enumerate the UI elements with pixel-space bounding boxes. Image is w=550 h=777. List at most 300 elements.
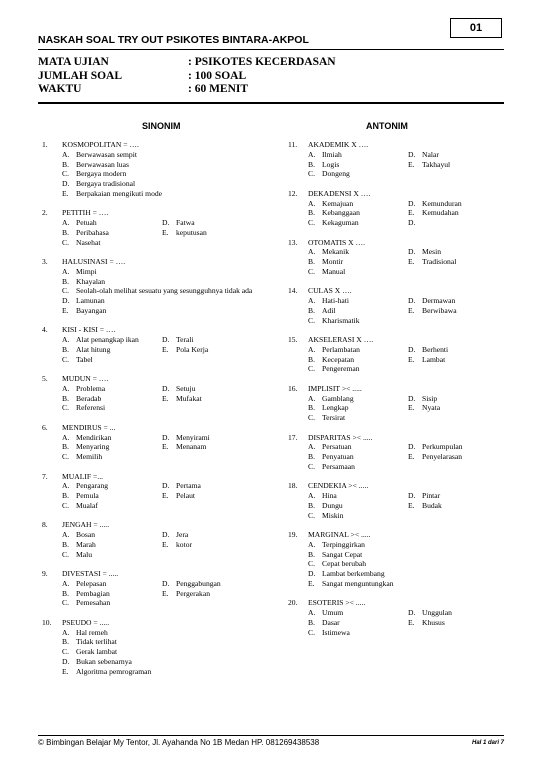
answer-option bbox=[62, 355, 162, 365]
question-number: 10. bbox=[42, 617, 52, 627]
option-letter: B. bbox=[62, 227, 69, 237]
answer-option bbox=[308, 355, 408, 365]
option-letter: C. bbox=[308, 627, 315, 637]
question-stem bbox=[288, 189, 508, 199]
option-text: Beradab bbox=[76, 393, 102, 403]
option-letter: C. bbox=[308, 266, 315, 276]
question-stem bbox=[288, 384, 508, 394]
question-item bbox=[288, 189, 508, 228]
question-number: 7. bbox=[42, 471, 48, 481]
option-list bbox=[288, 199, 508, 228]
question-number: 11. bbox=[288, 140, 298, 149]
question-stem bbox=[42, 472, 262, 482]
answer-option bbox=[408, 306, 508, 316]
question-stem bbox=[288, 481, 508, 491]
option-letter: A. bbox=[62, 218, 70, 227]
option-text: Pemesahan bbox=[76, 598, 111, 608]
question-text: MENDIRUS = ... bbox=[62, 422, 116, 432]
option-letter: D. bbox=[408, 218, 416, 227]
question-stem bbox=[288, 286, 508, 296]
option-text: Petuah bbox=[76, 218, 97, 227]
question-item bbox=[42, 472, 262, 511]
question-stem bbox=[42, 374, 262, 384]
page-number-box: 01 bbox=[450, 18, 502, 38]
option-letter: D. bbox=[162, 530, 170, 539]
option-text: Penyatuan bbox=[322, 452, 354, 461]
answer-option bbox=[162, 433, 262, 443]
option-letter: E. bbox=[308, 578, 315, 588]
option-letter: E. bbox=[162, 393, 169, 403]
option-text: Mendirikan bbox=[76, 432, 112, 442]
question-text: JENGAH = ..... bbox=[62, 520, 110, 530]
answer-option bbox=[62, 150, 262, 160]
answer-option bbox=[408, 403, 508, 413]
question-item bbox=[288, 335, 508, 374]
option-letter: C. bbox=[62, 286, 69, 296]
footer-text: © Bimbingan Belajar My Tentor, Jl. Ayahanda No 1B Medan HP. 081269438538 bbox=[38, 738, 320, 747]
option-list bbox=[288, 247, 508, 276]
answer-option bbox=[408, 218, 508, 228]
answer-option bbox=[62, 433, 162, 443]
option-letter: E. bbox=[162, 442, 169, 452]
option-letter: A. bbox=[62, 627, 70, 637]
section-title-sinonim: SINONIM bbox=[142, 121, 181, 131]
answer-option bbox=[308, 618, 408, 628]
option-text: Khusus bbox=[422, 617, 445, 627]
option-list bbox=[42, 628, 262, 677]
answer-option bbox=[408, 247, 508, 257]
option-letter: C. bbox=[308, 315, 315, 325]
answer-option bbox=[62, 481, 162, 491]
option-text: Dungu bbox=[322, 500, 343, 510]
option-text: Miskin bbox=[322, 510, 344, 520]
option-letter: B. bbox=[62, 276, 69, 286]
option-text: Fatwa bbox=[176, 218, 195, 227]
option-text: Nasehat bbox=[76, 237, 101, 247]
option-letter: A. bbox=[308, 198, 316, 208]
option-letter: C. bbox=[308, 461, 315, 471]
answer-option bbox=[308, 257, 408, 267]
answer-option bbox=[308, 364, 408, 374]
option-letter: D. bbox=[408, 393, 416, 403]
option-letter: A. bbox=[62, 383, 70, 393]
option-text: Persatuan bbox=[322, 442, 352, 452]
question-text: PSEUDO = ..... bbox=[62, 617, 110, 627]
answer-option bbox=[308, 247, 408, 257]
answer-option bbox=[308, 296, 408, 306]
option-text: Logis bbox=[322, 159, 340, 169]
header-divider bbox=[38, 102, 504, 104]
question-item bbox=[42, 618, 262, 677]
answer-option bbox=[62, 403, 162, 413]
document-title: NASKAH SOAL TRY OUT PSIKOTES BINTARA-AKPOL bbox=[38, 34, 309, 46]
answer-option bbox=[408, 394, 508, 404]
question-number: 16. bbox=[288, 383, 298, 393]
exam-info-label: WAKTU bbox=[38, 83, 82, 95]
option-list bbox=[288, 491, 508, 520]
answer-option bbox=[408, 618, 508, 628]
answer-option bbox=[62, 501, 162, 511]
question-stem bbox=[288, 598, 508, 608]
answer-option bbox=[62, 491, 162, 501]
option-letter: D. bbox=[408, 247, 416, 257]
option-text: Menyirami bbox=[176, 432, 210, 442]
answer-option bbox=[62, 189, 262, 199]
question-stem bbox=[288, 140, 508, 150]
option-text: Budak bbox=[422, 500, 442, 510]
answer-option bbox=[62, 228, 162, 238]
option-text: Terali bbox=[176, 335, 194, 344]
option-text: Bukan sebenarnya bbox=[76, 656, 132, 666]
question-number: 13. bbox=[288, 237, 298, 247]
option-text: Kekaguman bbox=[322, 218, 359, 227]
question-text: PETITIH = …. bbox=[62, 208, 109, 218]
option-letter: E. bbox=[408, 354, 415, 364]
option-text: Kemudahan bbox=[422, 208, 459, 218]
option-list bbox=[42, 335, 262, 364]
option-letter: C. bbox=[308, 510, 315, 520]
question-text: DISPARITAS >< ..... bbox=[308, 432, 373, 442]
answer-option bbox=[308, 199, 408, 209]
option-letter: D. bbox=[62, 656, 70, 666]
option-text: Lengkap bbox=[322, 403, 349, 413]
option-text: Bergaya modern bbox=[76, 169, 127, 179]
answer-option bbox=[408, 199, 508, 209]
option-letter: E. bbox=[162, 344, 169, 354]
answer-option bbox=[308, 491, 408, 501]
option-text: Kemunduran bbox=[422, 198, 462, 208]
answer-option bbox=[308, 403, 408, 413]
answer-option bbox=[308, 218, 408, 228]
option-letter: D. bbox=[408, 149, 416, 159]
answer-option bbox=[62, 296, 262, 306]
question-text: AKSELERASI X …. bbox=[308, 335, 374, 344]
option-text: Mekanik bbox=[322, 247, 349, 257]
question-item bbox=[42, 569, 262, 608]
answer-option bbox=[308, 306, 408, 316]
option-letter: B. bbox=[308, 208, 315, 218]
option-letter: E. bbox=[408, 257, 415, 266]
answer-option bbox=[62, 647, 262, 657]
option-text: Malu bbox=[76, 549, 93, 559]
option-letter: B. bbox=[62, 588, 69, 598]
option-text: Pelaut bbox=[176, 491, 195, 500]
option-text: Bosan bbox=[76, 530, 95, 539]
option-text: Tidak terlihat bbox=[76, 637, 117, 647]
option-letter: C. bbox=[308, 169, 315, 179]
answer-option bbox=[62, 637, 262, 647]
option-letter: D. bbox=[408, 442, 416, 452]
option-text: Memilih bbox=[76, 452, 103, 461]
option-letter: A. bbox=[62, 530, 70, 539]
option-list bbox=[42, 481, 262, 510]
question-text: MUDUN = …. bbox=[62, 374, 109, 383]
option-letter: D. bbox=[62, 296, 70, 305]
answer-option bbox=[308, 550, 508, 560]
question-text: ESOTERIS >< ..... bbox=[308, 598, 366, 608]
option-letter: B. bbox=[308, 617, 315, 627]
option-text: Alat hitung bbox=[76, 344, 111, 354]
option-list bbox=[288, 345, 508, 374]
exam-info-label: MATA UJIAN bbox=[38, 56, 109, 68]
answer-option bbox=[308, 608, 408, 618]
option-letter: D. bbox=[408, 608, 416, 617]
question-item bbox=[288, 433, 508, 472]
answer-option bbox=[62, 179, 262, 189]
option-text: Seolah-olah melihat sesuatu yang sesungguhnya tidak ada bbox=[76, 286, 253, 296]
question-stem bbox=[42, 423, 262, 433]
option-letter: D. bbox=[408, 296, 416, 305]
question-item bbox=[288, 286, 508, 325]
option-letter: C. bbox=[62, 169, 69, 179]
option-text: Istimewa bbox=[322, 627, 350, 637]
option-text: Adil bbox=[322, 305, 336, 315]
option-letter: C. bbox=[62, 354, 69, 364]
option-text: Persamaan bbox=[322, 461, 355, 471]
option-letter: C. bbox=[62, 237, 69, 247]
option-letter: D. bbox=[62, 179, 70, 188]
answer-option bbox=[62, 277, 262, 287]
answer-option bbox=[308, 316, 408, 326]
question-text: HALUSINASI = …. bbox=[62, 257, 126, 266]
question-number: 14. bbox=[288, 286, 298, 296]
answer-option bbox=[62, 218, 162, 228]
option-letter: B. bbox=[62, 442, 69, 452]
option-list bbox=[288, 608, 508, 637]
option-letter: B. bbox=[308, 305, 315, 315]
question-text: KOSMOPOLITAN = …. bbox=[62, 140, 139, 149]
question-text: CULAS X …. bbox=[308, 286, 352, 296]
exam-info-label: JUMLAH SOAL bbox=[38, 69, 123, 82]
answer-option bbox=[62, 540, 162, 550]
question-text: MUALIF =... bbox=[62, 471, 103, 481]
option-letter: D. bbox=[408, 344, 416, 354]
question-item bbox=[42, 325, 262, 364]
question-text: CENDEKIA >< ..... bbox=[308, 481, 369, 491]
option-text: kotor bbox=[176, 539, 193, 549]
question-stem bbox=[42, 569, 262, 579]
answer-option bbox=[162, 335, 262, 345]
answer-option bbox=[62, 589, 162, 599]
option-letter: C. bbox=[62, 403, 69, 413]
answer-option bbox=[162, 218, 262, 228]
option-text: Kharismatik bbox=[322, 315, 360, 325]
answer-option bbox=[408, 452, 508, 462]
answer-option bbox=[308, 511, 408, 521]
option-text: Pintar bbox=[422, 491, 441, 500]
question-item bbox=[288, 598, 508, 637]
option-text: Pemula bbox=[76, 491, 99, 500]
option-text: Mesin bbox=[422, 247, 441, 257]
question-item bbox=[42, 374, 262, 413]
question-number: 20. bbox=[288, 598, 298, 608]
option-letter: B. bbox=[308, 354, 315, 364]
option-letter: E. bbox=[62, 666, 69, 676]
question-number: 5. bbox=[42, 374, 48, 383]
answer-option bbox=[308, 267, 408, 277]
option-letter: B. bbox=[62, 637, 69, 647]
question-number: 9. bbox=[42, 569, 48, 578]
question-number: 2. bbox=[42, 208, 48, 218]
option-letter: B. bbox=[62, 491, 69, 500]
answer-option bbox=[308, 442, 408, 452]
answer-option bbox=[162, 579, 262, 589]
option-text: Lamunan bbox=[76, 296, 105, 305]
option-letter: E. bbox=[408, 403, 415, 413]
option-letter: A. bbox=[308, 344, 316, 354]
question-stem bbox=[42, 520, 262, 530]
option-text: Gamblang bbox=[322, 393, 354, 403]
answer-option bbox=[62, 667, 262, 677]
option-letter: C. bbox=[308, 218, 315, 227]
option-letter: E. bbox=[162, 227, 169, 237]
answer-option bbox=[62, 160, 262, 170]
option-list bbox=[42, 384, 262, 413]
question-item bbox=[288, 238, 508, 277]
option-letter: D. bbox=[162, 218, 170, 227]
option-letter: E. bbox=[408, 159, 415, 169]
answer-option bbox=[308, 169, 408, 179]
option-letter: D. bbox=[408, 491, 416, 500]
option-text: Pengereman bbox=[322, 364, 360, 374]
question-item bbox=[42, 423, 262, 462]
option-text: Sisip bbox=[422, 393, 438, 403]
question-text: DEKADENSI X …. bbox=[308, 188, 371, 198]
answer-option bbox=[308, 462, 408, 472]
option-letter: C. bbox=[62, 549, 69, 559]
answer-option bbox=[62, 384, 162, 394]
answer-option bbox=[408, 608, 508, 618]
exam-info-row bbox=[38, 83, 336, 97]
option-text: Berhenti bbox=[422, 344, 449, 354]
option-text: Berwibawa bbox=[422, 305, 457, 315]
answer-option bbox=[408, 208, 508, 218]
option-letter: D. bbox=[162, 481, 170, 491]
option-letter: E. bbox=[62, 305, 69, 315]
question-stem bbox=[288, 433, 508, 443]
option-letter: B. bbox=[62, 159, 69, 169]
option-letter: C. bbox=[62, 598, 69, 608]
question-column-right bbox=[288, 140, 508, 647]
option-text: Bergaya tradisional bbox=[76, 179, 136, 188]
option-letter: E. bbox=[162, 588, 169, 598]
option-text: Pengarang bbox=[76, 481, 109, 491]
option-list bbox=[42, 150, 262, 199]
option-letter: A. bbox=[308, 247, 316, 257]
option-letter: E. bbox=[408, 617, 415, 627]
answer-option bbox=[162, 491, 262, 501]
option-text: Algoritma pemrograman bbox=[76, 666, 152, 676]
exam-info-row bbox=[38, 56, 336, 70]
answer-option bbox=[308, 150, 408, 160]
question-number: 19. bbox=[288, 530, 298, 539]
option-text: keputusan bbox=[176, 227, 207, 237]
answer-option bbox=[62, 394, 162, 404]
question-item bbox=[288, 530, 508, 589]
option-text: Hina bbox=[322, 491, 337, 500]
option-text: Hati-hati bbox=[322, 296, 349, 305]
footer-page-number: Hal 1 dari 7 bbox=[471, 740, 504, 746]
answer-option bbox=[62, 335, 162, 345]
option-list bbox=[288, 442, 508, 471]
option-text: Manual bbox=[322, 266, 346, 276]
answer-option bbox=[62, 550, 162, 560]
option-list bbox=[42, 218, 262, 247]
option-letter: E. bbox=[162, 539, 169, 549]
answer-option bbox=[62, 169, 262, 179]
option-letter: D. bbox=[162, 335, 170, 344]
option-letter: E. bbox=[408, 305, 415, 315]
question-number: 6. bbox=[42, 422, 48, 432]
option-text: Nalar bbox=[422, 149, 439, 159]
answer-option bbox=[308, 208, 408, 218]
option-text: Menyaring bbox=[76, 442, 110, 452]
answer-option bbox=[62, 286, 262, 296]
option-text: Mimpi bbox=[76, 266, 97, 276]
question-number: 1. bbox=[42, 140, 48, 149]
option-text: Perkumpulan bbox=[422, 442, 463, 452]
option-letter: C. bbox=[62, 647, 69, 656]
option-text: Umum bbox=[322, 608, 344, 617]
answer-option bbox=[62, 579, 162, 589]
option-letter: A. bbox=[308, 296, 316, 305]
answer-option bbox=[308, 569, 508, 579]
option-text: Khayalan bbox=[76, 276, 106, 286]
option-text: Tradisional bbox=[422, 257, 457, 266]
answer-option bbox=[162, 540, 262, 550]
option-text: Sangat Cepat bbox=[322, 549, 363, 559]
answer-option bbox=[62, 657, 262, 667]
option-letter: C. bbox=[308, 364, 315, 374]
question-number: 18. bbox=[288, 481, 298, 491]
question-stem bbox=[42, 140, 262, 150]
question-text: OTOMATIS X …. bbox=[308, 237, 366, 247]
answer-option bbox=[308, 540, 508, 550]
option-text: Penyelarasan bbox=[422, 452, 463, 461]
option-letter: E. bbox=[408, 452, 415, 461]
answer-option bbox=[162, 530, 262, 540]
option-text: Cepat berubah bbox=[322, 559, 367, 569]
answer-option bbox=[408, 160, 508, 170]
question-item bbox=[288, 481, 508, 520]
option-text: Dermawan bbox=[422, 296, 456, 305]
answer-option bbox=[162, 442, 262, 452]
question-item bbox=[288, 384, 508, 423]
option-letter: E. bbox=[62, 188, 69, 198]
option-list bbox=[42, 433, 262, 462]
option-text: Berwawasan luas bbox=[76, 159, 129, 169]
answer-option bbox=[408, 150, 508, 160]
option-text: Lambat berkembang bbox=[322, 569, 385, 578]
exam-info-row bbox=[38, 70, 336, 84]
option-text: Mualaf bbox=[76, 500, 98, 510]
option-letter: B. bbox=[308, 549, 315, 559]
answer-option bbox=[408, 491, 508, 501]
option-list bbox=[288, 150, 508, 179]
question-text: MARGINAL >< ..... bbox=[308, 530, 371, 539]
option-letter: C. bbox=[308, 413, 315, 422]
option-letter: D. bbox=[308, 569, 316, 578]
option-letter: B. bbox=[308, 500, 315, 510]
exam-info bbox=[38, 56, 336, 97]
option-letter: A. bbox=[62, 578, 70, 588]
option-list bbox=[42, 579, 262, 608]
option-text: Kemajuan bbox=[322, 198, 354, 208]
option-letter: C. bbox=[62, 452, 69, 461]
answer-option bbox=[308, 501, 408, 511]
answer-option bbox=[308, 160, 408, 170]
option-text: Kecepatan bbox=[322, 354, 355, 364]
